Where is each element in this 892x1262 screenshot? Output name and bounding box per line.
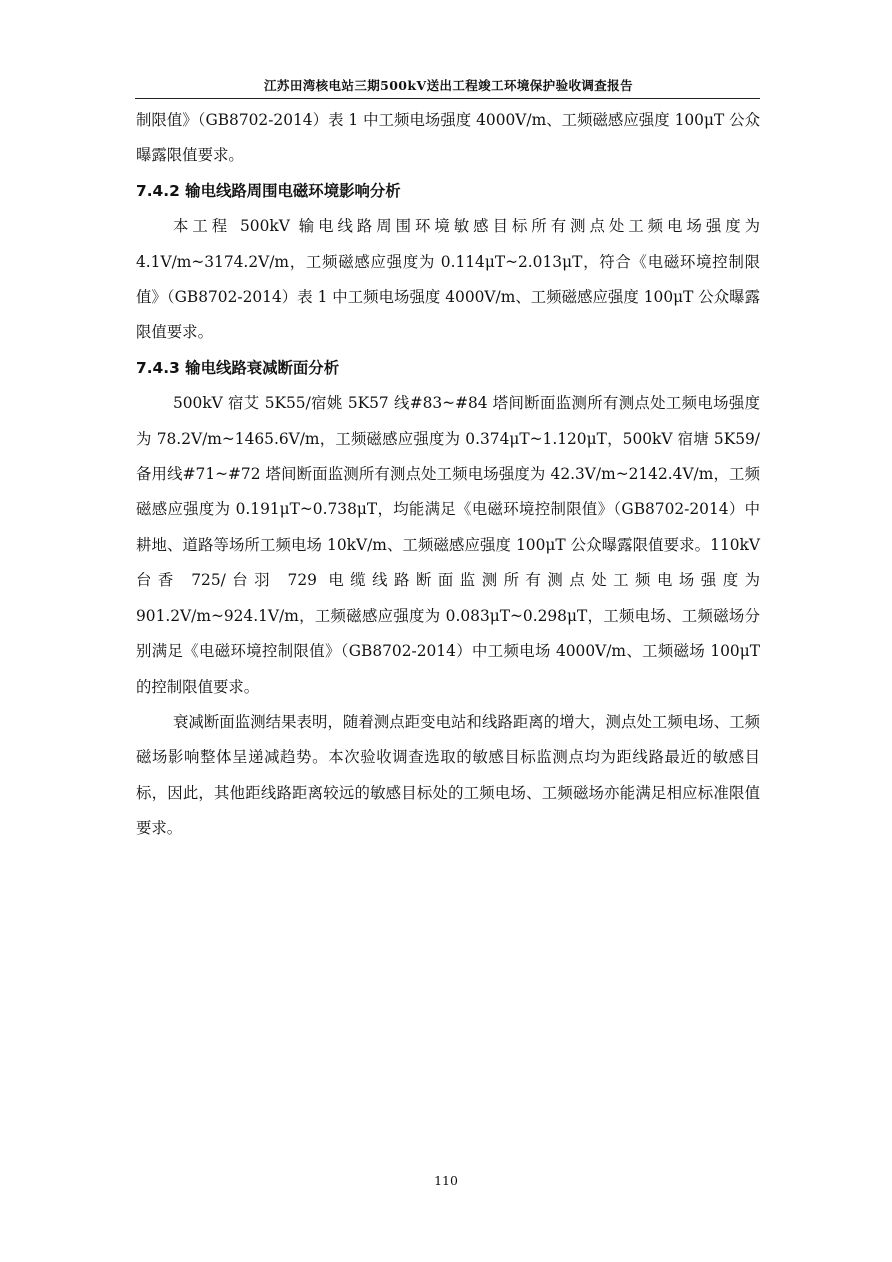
section-7-4-3-paragraph-1: 500kV 宿艾 5K55/宿姚 5K57 线#83~#84 塔间断面监测所有测点处工频电场强度为 78.2V/m~1465.6V/m，工频磁感应强度为 0.374μT~1.120μT，500kV 宿塘 5K59/备用线#71~#72 塔间断面监测所有测点处工频电场强度为 42.3V/m~2142.4V/m，工频磁感应强度为 0.191μT~0.738μT，均能满足《电磁环境控制限值》（GB8702-2014）中耕地、道路等场所工频电场 10kV/m、工频磁感应强度 100μT 公众曝露限值要求。110kV 台香 725/台羽 729 电缆线路断面监测所有测点处工频电场强度为 901.2V/m~924.1V/m，工频磁感应强度为 0.083μT~0.298μT，工频电场、工频磁场分别满足《电磁环境控制限值》（GB8702-2014）中工频电场 4000V/m、工频磁场 100μT 的控制限值要求。 xyxy=(136,394,760,696)
header-divider xyxy=(135,98,760,99)
continuation-paragraph: 制限值》（GB8702-2014）表 1 中工频电场强度 4000V/m、工频磁感应强度 100μT 公众曝露限值要求。 xyxy=(136,111,760,165)
section-heading-7-4-2: 7.4.2 输电线路周围电磁环境影响分析 xyxy=(136,181,401,200)
running-header-title: 江苏田湾核电站三期500kV送出工程竣工环境保护验收调查报告 xyxy=(264,78,633,93)
section-7-4-3-paragraph-2: 衰减断面监测结果表明，随着测点距变电站和线路距离的增大，测点处工频电场、工频磁场影响整体呈递减趋势。本次验收调查选取的敏感目标监测点均为距线路最近的敏感目标，因此，其他距线路距离较远的敏感目标处的工频电场、工频磁场亦能满足相应标准限值要求。 xyxy=(136,712,760,838)
section-7-4-2-paragraph: 本工程 500kV 输电线路周围环境敏感目标所有测点处工频电场强度为 4.1V/m~3174.2V/m，工频磁感应强度为 0.114μT~2.013μT，符合《电磁环境控制限值》（GB8702-2014）表 1 中工频电场强度 4000V/m、工频磁感应强度 100μT 公众曝露限值要求。 xyxy=(136,217,760,342)
page-number: 110 xyxy=(434,1173,458,1188)
page-body xyxy=(136,103,760,847)
section-heading-7-4-3: 7.4.3 输电线路衰减断面分析 xyxy=(136,358,340,377)
